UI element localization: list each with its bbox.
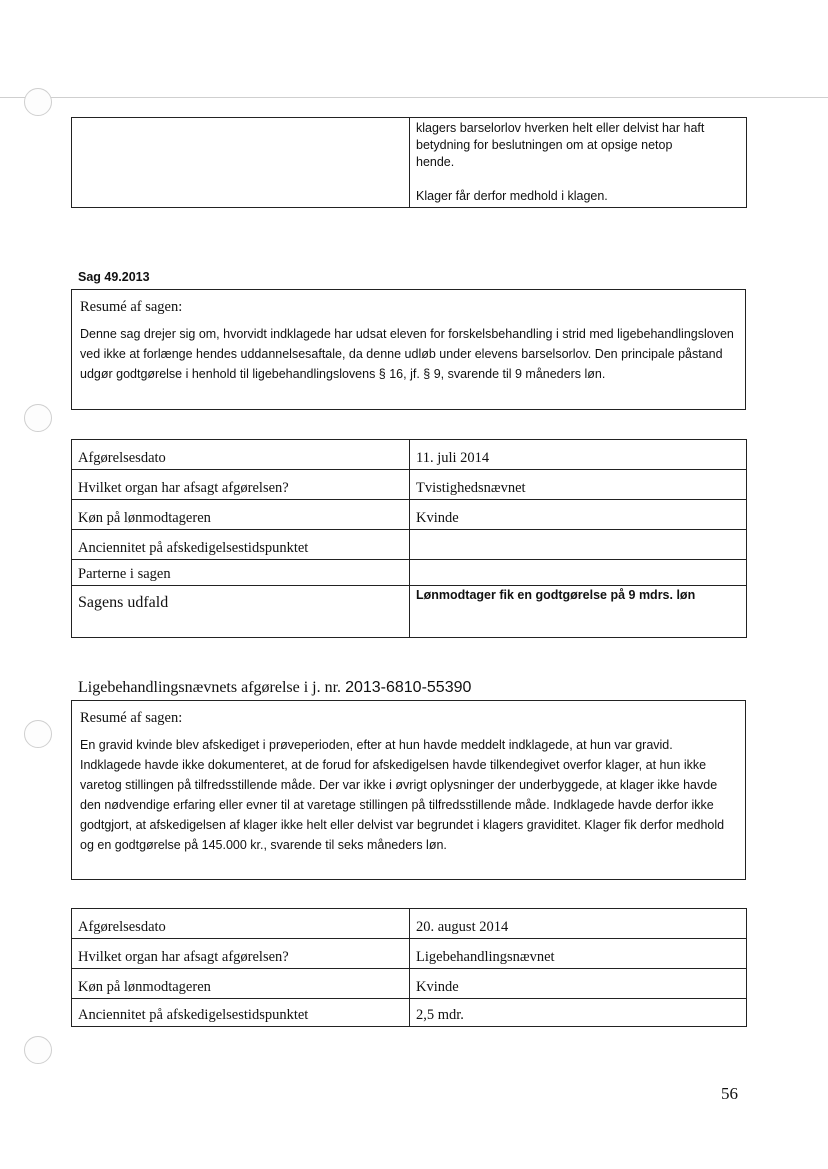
page-number: 56 [721, 1084, 738, 1103]
row-value: Tvistighedsnævnet [410, 470, 747, 500]
row-label: Hvilket organ har afsagt afgørelsen? [72, 470, 410, 500]
table-row [72, 560, 747, 586]
row-label: Afgørelsesdato [72, 440, 410, 470]
decision-heading-number: 2013-6810-55390 [345, 679, 472, 696]
continuation-text-cell [410, 118, 747, 208]
continuation-empty-cell [72, 118, 410, 208]
row-label: Hvilket organ har afsagt afgørelsen? [72, 939, 410, 969]
summary-text: Denne sag drejer sig om, hvorvidt indklagede har udsat eleven for forskelsbehandling i strid med ligebehandlingsloven ved ikke at forlænge hendes uddannelsesaftale, da denne udløb under elevens barselsorlov. Den principale påstand udgør godtgørelse i henhold til ligebehandlingslovens § 16, jf. § 9, svarende til 9 måneders løn. [80, 327, 734, 381]
row-value: 11. juli 2014 [410, 440, 747, 470]
table-row [72, 440, 747, 470]
case-summary-box [71, 289, 746, 410]
decision-heading-prefix: Ligebehandlingsnævnets afgørelse i j. nr. [78, 679, 346, 696]
punch-hole [24, 88, 52, 116]
row-label: Køn på lønmodtageren [72, 500, 410, 530]
row-value: 2,5 mdr. [410, 999, 747, 1027]
row-value [410, 560, 747, 586]
row-label: Anciennitet på afskedigelsestidspunktet [72, 530, 410, 560]
continuation-conclusion: Klager får derfor medhold i klagen. [416, 189, 608, 203]
summary-label: Resumé af sagen: [80, 299, 183, 315]
punch-hole [24, 720, 52, 748]
case-facts-table [71, 908, 747, 1027]
row-label: Afgørelsesdato [72, 909, 410, 939]
outcome-label: Sagens udfald [72, 586, 410, 638]
table-row [72, 586, 747, 638]
row-value: Kvinde [410, 500, 747, 530]
case-heading: Sag 49.2013 [78, 270, 150, 284]
table-row [72, 909, 747, 939]
continuation-line: betydning for beslutningen om at opsige netop [416, 138, 673, 152]
continuation-line: hende. [416, 155, 455, 169]
table-row [72, 999, 747, 1027]
row-label: Parterne i sagen [72, 560, 410, 586]
continuation-table [71, 117, 747, 208]
row-value [410, 530, 747, 560]
punch-hole [24, 1036, 52, 1064]
outcome-value: Lønmodtager fik en godtgørelse på 9 mdrs. løn [410, 586, 747, 638]
table-row [72, 470, 747, 500]
page-top-rule [0, 97, 828, 98]
row-value: 20. august 2014 [410, 909, 747, 939]
row-value: Kvinde [410, 969, 747, 999]
continuation-line: klagers barselorlov hverken helt eller delvist har haft [416, 121, 705, 135]
row-label: Anciennitet på afskedigelsestidspunktet [72, 999, 410, 1027]
table-row [72, 939, 747, 969]
row-label: Køn på lønmodtageren [72, 969, 410, 999]
table-row [72, 530, 747, 560]
row-value: Ligebehandlingsnævnet [410, 939, 747, 969]
table-row [72, 969, 747, 999]
case-summary-box [71, 700, 746, 880]
summary-label: Resumé af sagen: [80, 710, 183, 726]
decision-heading [78, 679, 471, 697]
summary-text: En gravid kvinde blev afskediget i prøveperioden, efter at hun havde meddelt indklagede, at hun var gravid. Indklagede havde ikke dokumenteret, at de forud for afskedigelsen havde tilkendegivet overfor klager, at hun ikke varetog stillingen på tilfredsstillende måde. Der var ikke i øvrigt oplysninger der underbyggede, at klager ikke havde den nødvendige erfaring eller evner til at varetage stillingen på tilfredsstillende måde. Indklagede havde derfor ikke godtgjort, at afskedigelsen af klager ikke helt eller delvist var begrundet i klagers graviditet. Klager fik derfor medhold og en godtgørelse på 145.000 kr., svarende til seks måneders løn. [80, 738, 725, 852]
case-facts-table [71, 439, 747, 638]
punch-hole [24, 404, 52, 432]
table-row [72, 500, 747, 530]
